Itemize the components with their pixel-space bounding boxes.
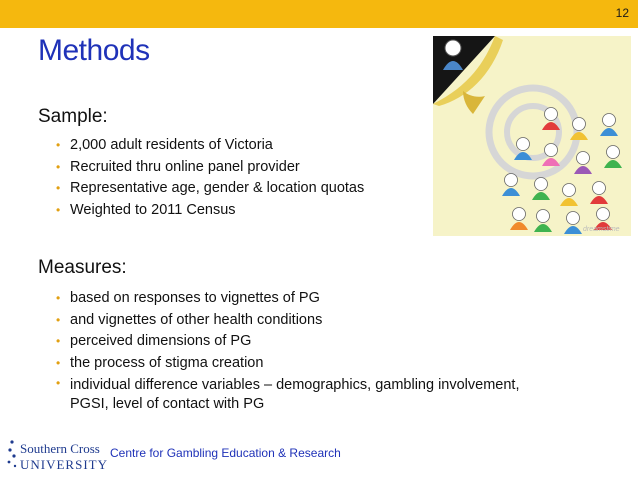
measures-heading: Measures:	[38, 257, 127, 278]
logo-text-line2: UNIVERSITY	[20, 457, 108, 472]
bullet-icon: •	[56, 376, 61, 390]
bullet-icon: •	[56, 202, 61, 217]
list-item: • the process of stigma creation	[56, 353, 526, 375]
list-item: • perceived dimensions of PG	[56, 331, 526, 353]
slide-title: Methods	[38, 34, 150, 67]
bullet-icon: •	[56, 181, 61, 195]
bullet-icon: •	[56, 334, 61, 348]
bullet-icon: •	[56, 355, 61, 370]
svg-text:dreamstime: dreamstime	[583, 226, 620, 233]
list-item: • individual difference variables – demographics, gambling involvement, PGSI, level of contact with PG	[56, 376, 520, 412]
list-item: • based on responses to vignettes of PG	[56, 288, 526, 310]
people-network-illustration	[433, 36, 631, 236]
bullet-icon: •	[56, 138, 61, 152]
bullet-icon: •	[56, 159, 61, 174]
measures-list	[56, 288, 526, 414]
list-item: • Weighted to 2011 Census	[56, 200, 364, 222]
bullet-icon: •	[56, 291, 61, 305]
footer-centre-text: Centre for Gambling Education & Research	[110, 446, 341, 460]
list-item: • Recruited thru online panel provider	[56, 157, 364, 179]
bullet-icon: •	[56, 312, 61, 327]
top-bar	[0, 0, 638, 28]
list-item: • and vignettes of other health conditions	[56, 310, 526, 332]
list-item: • 2,000 adult residents of Victoria	[56, 135, 364, 157]
sample-list	[56, 135, 364, 221]
logo-text-line1: Southern Cross	[20, 441, 100, 456]
list-item: • Representative age, gender & location quotas	[56, 178, 364, 200]
slide-number: 12	[615, 6, 629, 20]
sample-heading: Sample:	[38, 106, 108, 127]
